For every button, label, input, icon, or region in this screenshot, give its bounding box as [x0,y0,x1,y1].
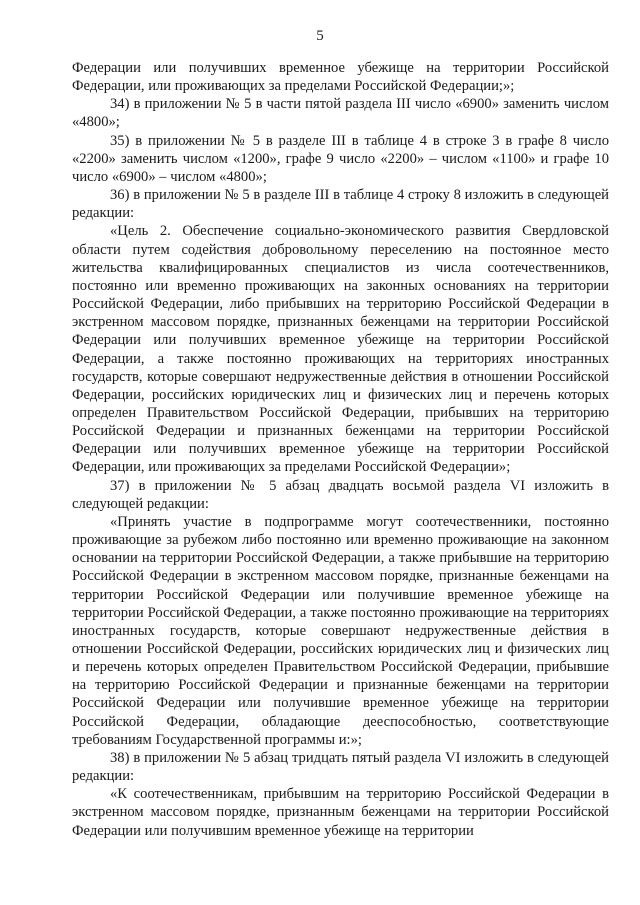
paragraph-item-34: 34) в приложении № 5 в части пятой раздела III число «6900» заменить числом «4800»; [72,96,609,131]
paragraph-item-38: 38) в приложении № 5 абзац тридцать пятый раздела VI изложить в следующей редакции: [72,749,609,785]
page-number: 5 [316,28,324,44]
paragraph-item-35: 35) в приложении № 5 в разделе III в таблице 4 в строке 3 в графе 8 число «2200» заменить числом «1200», графе 9 число «2200» – числом «1100» и графе 10 число «6900» – числом «4800»; [72,132,609,185]
paragraph-item-36: 36) в приложении № 5 в разделе III в таблице 4 строку 8 изложить в следующей редакции: [72,187,609,222]
paragraph-item-37: 37) в приложении № 5 абзац двадцать восьмой раздела VI изложить в следующей редакции: [72,477,609,512]
paragraph-quote-participation: «Принять участие в подпрограмме могут соотечественники, постоянно проживающие за рубежом либо постоянно или временно проживающие на законном основании на территории Российской Федерации, а также прибывшие на территорию Российской Федерации в экстренном массовом порядке, признанные беженцами на территории Российской Федерации или получившие временное убежище на территории Российской Федерации, а также постоянно проживающие на территориях иностранных государств, которые совершают недружественные действия в отношении Российской Федерации, российских юридических лиц и физических лиц и перечень которых определен Правительством Российской Федерации, прибывшие на территорию Российской Федерации и признанные беженцами на территории Российской Федерации или получившие временное убежище на территории Российской Федерации, обладающие дееспособностью, соответствующие требованиям Государственной программы и:»; [72,513,609,748]
paragraph-quote-compatriots: «К соотечественникам, прибывшим на территорию Российской Федерации в экстренном массовом порядке, признанным беженцами на территории Российской Федерации или получившим временное убежище на территории [72,786,609,839]
document-body [72,59,609,840]
paragraph-continuation: Федерации или получивших временное убежище на территории Российской Федерации, или проживающих за пределами Российской Федерации;»; [72,60,609,95]
paragraph-quote-goal-2: «Цель 2. Обеспечение социально-экономического развития Свердловской области путем содействия добровольному переселению на постоянное место жительства квалифицированных специалистов из числа соотечественников, постоянно или временно проживающих на законных основаниях на территории Российской Федерации, либо прибывших на территорию Российской Федерации в экстренном массовом порядке, признанных беженцами на территории Российской Федерации или получивших временное убежище на территории Российской Федерации, а также постоянно проживающих на территориях иностранных государств, которые совершают недружественные действия в отношении Российской Федерации, российских юридических лиц и физических лиц и перечень которых определен Правительством Российской Федерации, прибывших на территорию Российской Федерации и признанных беженцами на территории Российской Федерации или получивших временное убежище на территории Российской Федерации, или проживающих за пределами Российской Федерации»; [72,223,609,476]
